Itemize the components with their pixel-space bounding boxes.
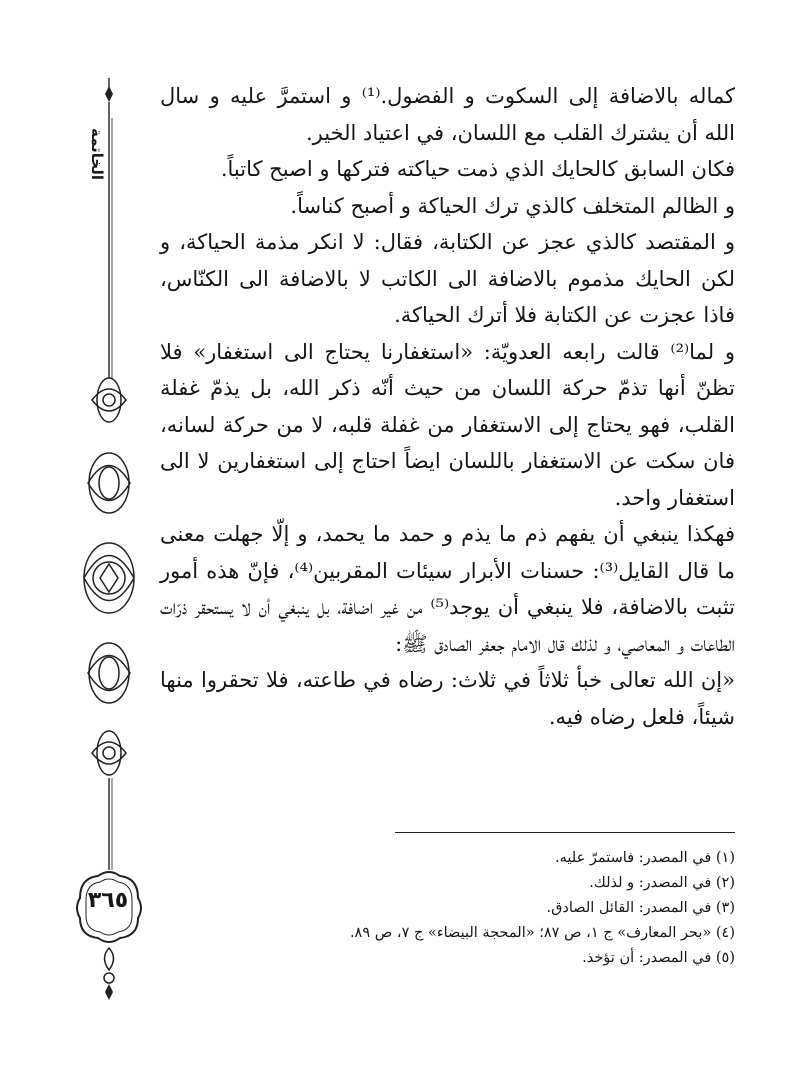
paragraph-4: و المقتصد كالذي عجز عن الكتابة، فقال: لا انكر مذمة الحياكة، و لكن الحايك مذموم بالاضافة الى الكاتب لا بالاضافة الى الكنّاس، فاذا عجزت عن الكتابة فلا أترك الحياكة. [160, 230, 735, 327]
chapter-title: الخاتمة [88, 128, 106, 181]
footnote-divider [395, 832, 735, 833]
footnote-2: (٢) في المصدر: و لذلك. [589, 875, 735, 891]
paragraph-5: و لما⁽²⁾ قالت رابعه العدويّة: «استغفارنا يحتاج الى استغفار» فلا تظنّ أنها تذمّ حركة اللسان من حيث أنّه ذكر الله، بل يذمّ غفلة القلب، فهو يحتاج إلى الاستغفار من غفلة قلبه، لا من حركة لسانه، فان سكت عن الاستغفار باللسان ايضاً احتاج إلى استغفارين لا الى استغفار واحد. [160, 339, 735, 510]
main-text [160, 78, 735, 735]
footnote-1: (١) في المصدر: فاستمرّ عليه. [555, 850, 735, 866]
footnote-5: (٥) في المصدر: أن تؤخذ. [582, 950, 735, 966]
paragraph-7: «إن الله تعالى خبأ ثلاثاً في ثلاث: رضاه في طاعته، فلا تحقروا منها شيئاً، فلعل رضاه فيه. [160, 668, 735, 729]
paragraph-2: فكان السابق كالحايك الذي ذمت حياكته فتركها و اصبح كاتباً. [220, 157, 735, 181]
ornamental-border [74, 78, 144, 1008]
ornament-vine-icon [74, 78, 144, 1008]
paragraph-6: فهكذا ينبغي أن يفهم ذم ما يذم و حمد ما يحمد، و إلّا جهلت معنى ما قال القايل⁽³⁾: حسنات الأبرار سيئات المقربين⁽⁴⁾، فإنّ هذه أمور تثبت بالاضافة، فلا ينبغي أن يوجد⁽⁵⁾ من غير اضافة، بل ينبغي أن لا يستحقر ذرّات الطاعات و المعاصي، و لذلك قال الامام جعفر الصادق ﷺ: [160, 522, 736, 656]
footnote-3: (٣) في المصدر: القائل الصادق. [546, 900, 735, 916]
paragraph-1: كماله بالاضافة إلى السكوت و الفضول.⁽¹⁾ و استمرَّ عليه و سال الله أن يشترك القلب مع اللسان، في اعتياد الخير. [160, 84, 735, 145]
paragraph-3: و الظالم المتخلف كالذي ترك الحياكة و أصبح كناساً. [290, 193, 735, 218]
footnotes [350, 846, 735, 971]
footnote-4: (٤) «بحر المعارف» ج ١، ص ٨٧؛ «المحجة البيضاء» ج ٧، ص ٨٩. [349, 925, 735, 941]
page-number: ٣٦٥ [87, 888, 129, 913]
